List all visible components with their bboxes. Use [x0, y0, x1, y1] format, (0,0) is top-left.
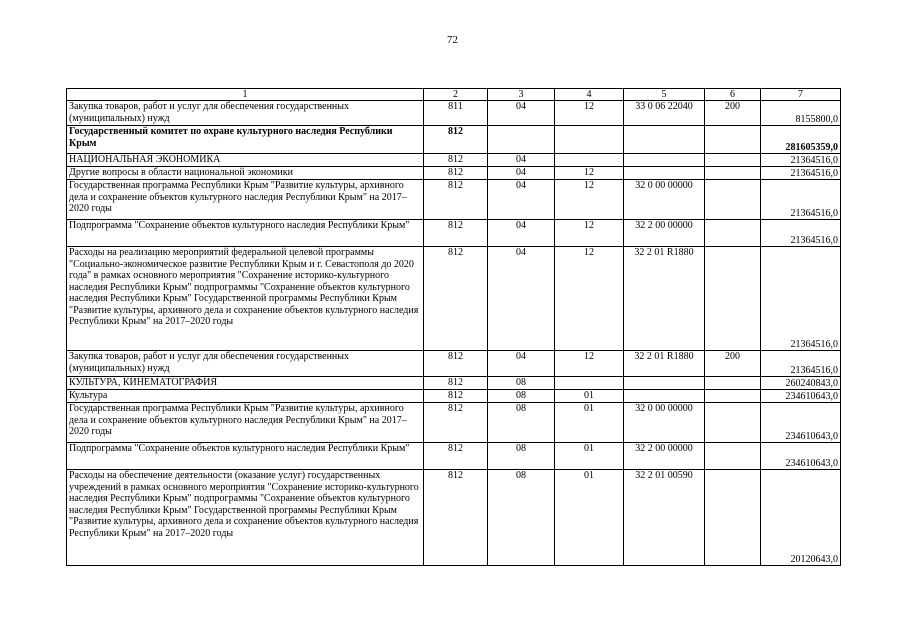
section-code-cell: 04 — [488, 220, 555, 247]
table-row — [67, 180, 841, 220]
page-number: 72 — [447, 34, 458, 46]
section-code-cell: 04 — [488, 154, 555, 167]
row-name-cell: Государственная программа Республики Крым "Развитие культуры, архивного дела и сохранение объектов культурного наследия Республики Крым" на 2017–2020 годы — [67, 403, 424, 443]
section-code-cell: 04 — [488, 351, 555, 377]
row-name-cell: Закупка товаров, работ и услуг для обеспечения государственных (муниципальных) нужд — [67, 351, 424, 377]
subsection-code-cell: 12 — [555, 351, 624, 377]
table-row — [67, 126, 841, 154]
subsection-code-cell: 01 — [555, 403, 624, 443]
amount-cell: 21364516,0 — [761, 167, 841, 180]
ministry-code-cell: 812 — [424, 126, 488, 154]
table-row — [67, 390, 841, 403]
subsection-code-cell: 12 — [555, 180, 624, 220]
ministry-code-cell: 812 — [424, 247, 488, 351]
ministry-code-cell: 812 — [424, 220, 488, 247]
table-row — [67, 220, 841, 247]
subsection-code-cell: 12 — [555, 101, 624, 126]
target-article-cell: 32 2 01 R1880 — [624, 351, 705, 377]
table-row — [67, 377, 841, 390]
table-row — [67, 470, 841, 566]
subsection-code-cell: 01 — [555, 443, 624, 470]
table-row — [67, 443, 841, 470]
ministry-code-cell: 812 — [424, 167, 488, 180]
target-article-cell: 32 0 00 00000 — [624, 403, 705, 443]
amount-cell: 260240843,0 — [761, 377, 841, 390]
section-code-cell: 04 — [488, 101, 555, 126]
subsection-code-cell: 01 — [555, 470, 624, 566]
target-article-cell: 33 0 06 22040 — [624, 101, 705, 126]
amount-cell: 234610643,0 — [761, 403, 841, 443]
column-header-6: 6 — [705, 89, 761, 101]
row-name-cell: Расходы на обеспечение деятельности (оказание услуг) государственных учреждений в рамках основного мероприятия "Сохранение историко-культурного наследия Республики Крым" подпрограммы "Сохранение объектов культурного наследия Республики Крым" Государственной программы Республики Крым "Развитие культуры, архивного дела и сохранение объектов культурного наследия Республики Крым" на 2017–2020 годы — [67, 470, 424, 566]
ministry-code-cell: 812 — [424, 443, 488, 470]
ministry-code-cell: 812 — [424, 403, 488, 443]
section-code-cell: 04 — [488, 180, 555, 220]
section-code-cell: 08 — [488, 403, 555, 443]
target-article-cell — [624, 390, 705, 403]
amount-cell: 8155800,0 — [761, 101, 841, 126]
section-code-cell: 08 — [488, 377, 555, 390]
column-header-2: 2 — [424, 89, 488, 101]
expense-type-cell — [705, 247, 761, 351]
expense-type-cell — [705, 390, 761, 403]
row-name-cell: Государственная программа Республики Крым "Развитие культуры, архивного дела и сохранение объектов культурного наследия Республики Крым" на 2017–2020 годы — [67, 180, 424, 220]
column-header-4: 4 — [555, 89, 624, 101]
expense-type-cell — [705, 180, 761, 220]
section-code-cell: 08 — [488, 470, 555, 566]
amount-cell: 21364516,0 — [761, 180, 841, 220]
row-name-cell: Закупка товаров, работ и услуг для обеспечения государственных (муниципальных) нужд — [67, 101, 424, 126]
expense-type-cell — [705, 377, 761, 390]
subsection-code-cell: 12 — [555, 167, 624, 180]
target-article-cell — [624, 167, 705, 180]
ministry-code-cell: 812 — [424, 351, 488, 377]
table-row — [67, 154, 841, 167]
target-article-cell — [624, 126, 705, 154]
ministry-code-cell: 812 — [424, 390, 488, 403]
row-name-cell: КУЛЬТУРА, КИНЕМАТОГРАФИЯ — [67, 377, 424, 390]
expense-type-cell — [705, 154, 761, 167]
subsection-code-cell — [555, 154, 624, 167]
expense-type-cell — [705, 470, 761, 566]
target-article-cell: 32 0 00 00000 — [624, 180, 705, 220]
expense-type-cell: 200 — [705, 101, 761, 126]
row-name-cell: Другие вопросы в области национальной экономики — [67, 167, 424, 180]
row-name-cell: Подпрограмма "Сохранение объектов культурного наследия Республики Крым" — [67, 443, 424, 470]
table-row — [67, 167, 841, 180]
subsection-code-cell: 12 — [555, 220, 624, 247]
table-row — [67, 403, 841, 443]
subsection-code-cell: 12 — [555, 247, 624, 351]
budget-table-body — [67, 89, 841, 566]
row-name-cell: Государственный комитет по охране культурного наследия Республики Крым — [67, 126, 424, 154]
expense-type-cell — [705, 403, 761, 443]
amount-cell: 234610643,0 — [761, 443, 841, 470]
table-row — [67, 101, 841, 126]
subsection-code-cell: 01 — [555, 390, 624, 403]
amount-cell: 21364516,0 — [761, 154, 841, 167]
column-header-5: 5 — [624, 89, 705, 101]
amount-cell: 21364516,0 — [761, 351, 841, 377]
amount-cell: 234610643,0 — [761, 390, 841, 403]
subsection-code-cell — [555, 126, 624, 154]
row-name-cell: Расходы на реализацию мероприятий федеральной целевой программы "Социально-экономическое развитие Республики Крым и г. Севастополя до 2020 года" в рамках основного мероприятия "Сохранение историко-культурного наследия Республики Крым" подпрограммы "Сохранение объектов культурного наследия Республики Крым" Государственной программы Республики Крым "Развитие культуры, архивного дела и сохранение объектов культурного наследия Республики Крым" на 2017–2020 годы — [67, 247, 424, 351]
amount-cell: 20120643,0 — [761, 470, 841, 566]
section-code-cell: 08 — [488, 443, 555, 470]
ministry-code-cell: 812 — [424, 377, 488, 390]
section-code-cell — [488, 126, 555, 154]
target-article-cell: 32 2 00 00000 — [624, 443, 705, 470]
target-article-cell: 32 2 01 R1880 — [624, 247, 705, 351]
column-header-1: 1 — [67, 89, 424, 101]
section-code-cell: 08 — [488, 390, 555, 403]
table-row — [67, 351, 841, 377]
column-header-7: 7 — [761, 89, 841, 101]
subsection-code-cell — [555, 377, 624, 390]
expense-type-cell — [705, 126, 761, 154]
section-code-cell: 04 — [488, 167, 555, 180]
budget-table — [66, 88, 841, 566]
amount-cell: 281605359,0 — [761, 126, 841, 154]
target-article-cell: 32 2 00 00000 — [624, 220, 705, 247]
amount-cell: 21364516,0 — [761, 220, 841, 247]
ministry-code-cell: 812 — [424, 470, 488, 566]
expense-type-cell: 200 — [705, 351, 761, 377]
amount-cell: 21364516,0 — [761, 247, 841, 351]
row-name-cell: Культура — [67, 390, 424, 403]
expense-type-cell — [705, 220, 761, 247]
ministry-code-cell: 812 — [424, 154, 488, 167]
target-article-cell — [624, 377, 705, 390]
target-article-cell: 32 2 01 00590 — [624, 470, 705, 566]
row-name-cell: НАЦИОНАЛЬНАЯ ЭКОНОМИКА — [67, 154, 424, 167]
column-number-row — [67, 89, 841, 101]
section-code-cell: 04 — [488, 247, 555, 351]
ministry-code-cell: 811 — [424, 101, 488, 126]
column-header-3: 3 — [488, 89, 555, 101]
target-article-cell — [624, 154, 705, 167]
expense-type-cell — [705, 167, 761, 180]
expense-type-cell — [705, 443, 761, 470]
table-row — [67, 247, 841, 351]
ministry-code-cell: 812 — [424, 180, 488, 220]
row-name-cell: Подпрограмма "Сохранение объектов культурного наследия Республики Крым" — [67, 220, 424, 247]
